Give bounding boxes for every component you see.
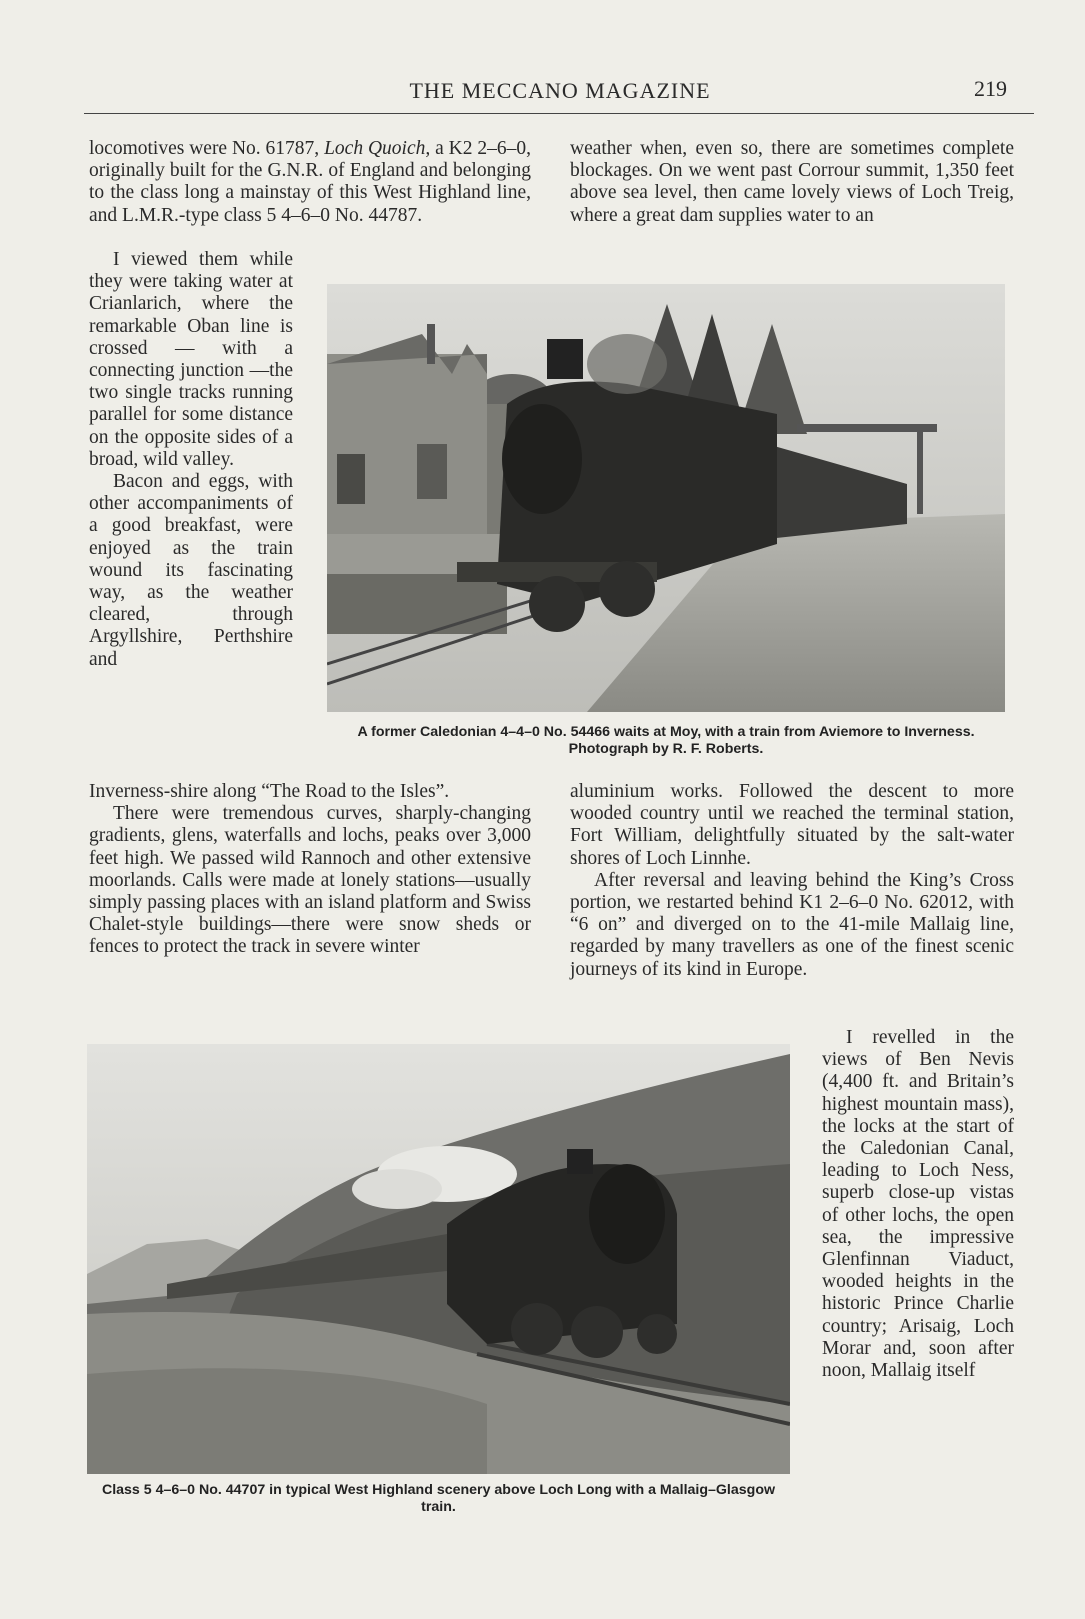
text-run: a K2 2–6–0, originally built for the G.N.R. of England and belonging to the class long a mainstay of this West Highland line, and L.M.R.-type class 5 4–6–0 No. 44787. — [89, 138, 531, 226]
paragraph: There were tremendous curves, sharply-changing gradients, glens, waterfalls and lochs, peaks over 3,000 feet high. We passed wild Rannoch and other extensive moorlands. Calls were made at lonely stations—usually simply passing places with an island platform and Swiss Chalet-style buildings—there were snow sheds or fences to protect the track in severe winter — [89, 803, 531, 958]
photo-caption-loch-long: Class 5 4–6–0 No. 44707 in typical West Highland scenery above Loch Long with a Mallaig–Glasgow train. — [101, 1482, 776, 1515]
left-narrow-text — [89, 249, 293, 671]
paragraph: I revelled in the views of Ben Nevis (4,400 ft. and Britain’s highest mountain mass), the locks at the start of the Caledonian Canal, leading to Loch Ness, superb close-up vistas of other lochs, the open sea, the impressive Glenfinnan Viaduct, wooded heights in the historic Prince Charlie country; Arisaig, Loch Morar and, soon after noon, Mallaig itself — [822, 1027, 1014, 1382]
paragraph: Bacon and eggs, with other accompaniments of a good breakfast, were enjoyed as the train wound its fascinating way, as the weather cleared, through Argyllshire, Perthshire and — [89, 471, 293, 670]
paragraph: After reversal and leaving behind the King’s Cross portion, we restarted behind K1 2–6–0 No. 62012, with “6 on” and diverged on to the 41-mile Mallaig line, regarded by many travellers as one of the finest scenic journeys of its kind in Europe. — [570, 869, 1014, 980]
locomotive-photo-moy — [327, 284, 1005, 712]
locomotive-photo-loch-long — [87, 1044, 790, 1474]
photo-caption-moy: A former Caledonian 4–4–0 No. 54466 waits at Moy, with a train from Aviemore to Inverness. Photograph by R. F. Roberts. — [357, 724, 975, 757]
paragraph: I viewed them while they were taking water at Crianlarich, where the remarkable Oban line is crossed — with a connecting junction —the two single tracks running parallel for some distance on the opposite sides of a broad, wild valley. — [89, 249, 293, 470]
paragraph: aluminium works. Followed the descent to more wooded country until we reached the terminal station, Fort William, delightfully situated by the salt-water shores of Loch Linnhe. — [570, 781, 1014, 869]
paragraph: Inverness-shire along “The Road to the Isles”. — [89, 781, 450, 802]
left-column-mid-text — [89, 781, 531, 959]
right-narrow-text — [822, 1027, 1014, 1382]
text-run: locomotives were No. 61787, — [89, 138, 325, 159]
header-rule — [84, 113, 1034, 114]
loco-name: Loch Quoich, — [324, 138, 431, 159]
magazine-title: THE MECCANO MAGAZINE — [409, 78, 711, 103]
page-number: 219 — [974, 76, 1007, 101]
paragraph: weather when, even so, there are sometimes complete blockages. On we went past Corrour summit, 1,350 feet above sea level, then came lovely views of Loch Treig, where a great dam supplies water to an — [570, 138, 1014, 226]
left-column-top-text — [89, 138, 531, 227]
right-column-top-text — [570, 138, 1014, 227]
right-column-mid-text — [570, 781, 1014, 981]
